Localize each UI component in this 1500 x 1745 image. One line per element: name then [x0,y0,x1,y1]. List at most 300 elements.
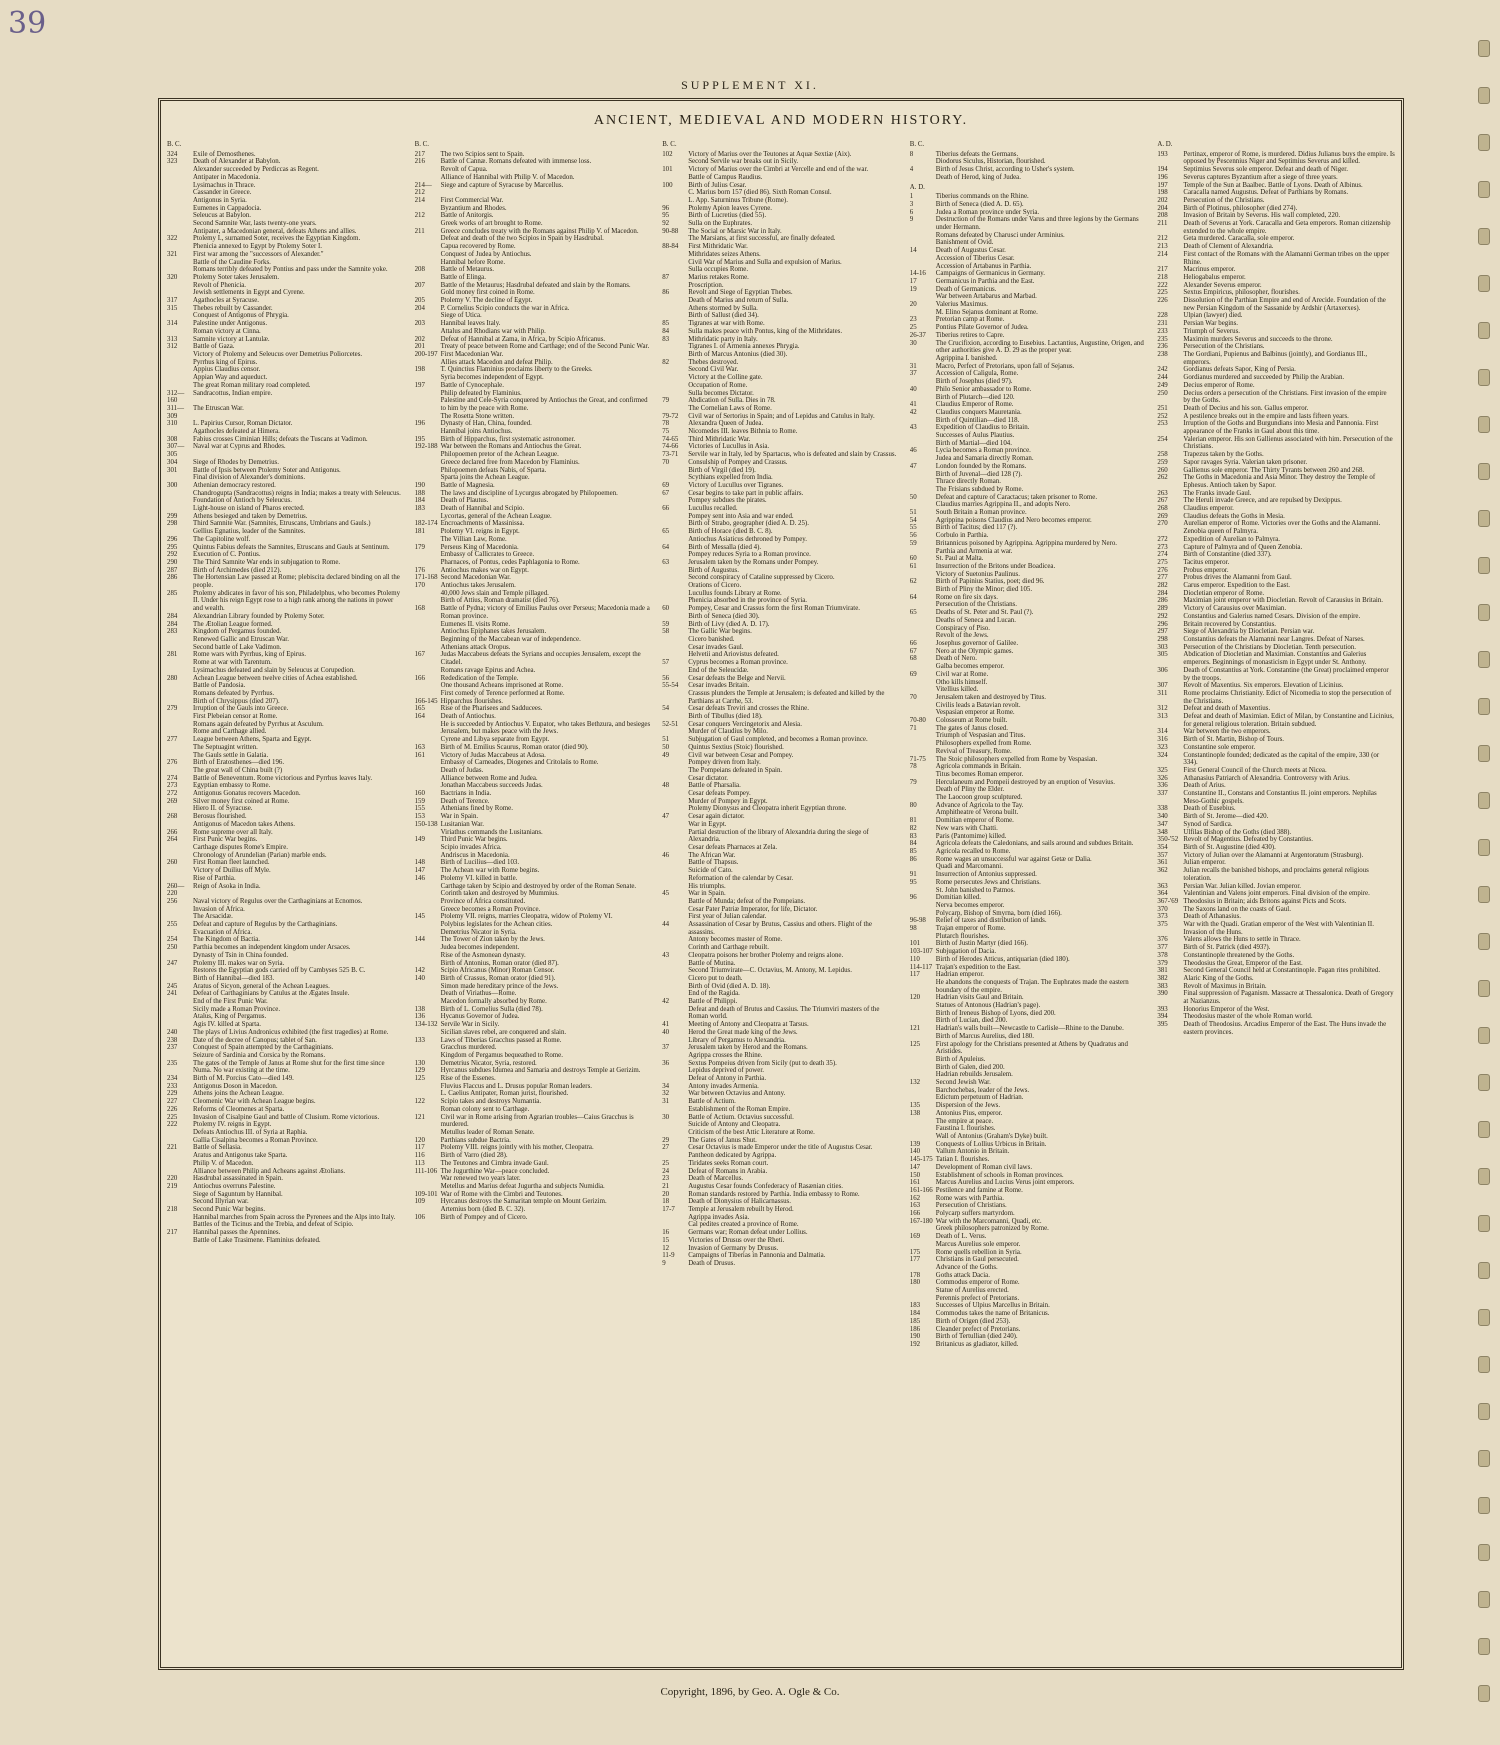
history-entry [910,1017,1148,1025]
history-entry [910,1179,1148,1187]
history-entry [415,921,653,929]
entry-text: The Laocoon group sculptured. [935,794,1023,802]
entry-date: 226 [167,1105,178,1113]
history-entry [910,887,1148,895]
history-entry [167,1152,405,1160]
entry-date: 66 [909,640,917,647]
entry-date: 67 [662,489,670,497]
history-entry [167,960,405,968]
entry-date: 55-54 [662,682,679,690]
entry-date [167,713,193,721]
entry-text: Josephus governor of Galilee. [935,640,1019,647]
entry-date [167,189,193,197]
entry-text: Sextus Empiricus, philosopher, flourishes. [1183,289,1300,297]
entry-date: 160 [414,790,425,798]
history-entry [167,1021,405,1029]
entry-date [167,166,193,174]
entry-date: 277 [167,736,178,744]
entry-text: Siege of Rhodes by Demetrius. [193,458,279,466]
entry-text: The Pompeians defeated in Spain. [688,766,783,774]
entry-date: 273 [1157,543,1168,551]
history-entry [662,752,900,760]
entry-date [415,1083,441,1091]
entry-text: Antiochus Asiaticus dethroned by Pompey. [688,535,807,543]
history-entry [415,967,653,975]
entry-text: Death of Hannibal and Scipio. [440,505,525,513]
binding-hole [1478,134,1490,151]
history-entry [415,1060,653,1068]
history-entry [662,544,900,552]
entry-text: Britain recovered by Constantius. [1183,620,1276,628]
page-number: 39 [8,6,47,41]
entry-date: 70-80 [909,717,926,725]
entry-date: 85 [909,847,917,855]
history-entry [1157,459,1395,467]
history-entry [167,536,405,544]
history-entry [167,744,405,752]
entry-date [167,682,193,690]
entry-text: L. Papirius Cursor, Roman Dictator. [193,420,293,428]
history-entry [415,467,653,475]
entry-date: 168 [414,605,425,613]
entry-text: Severus captures Byzantium after a siege of three years. [1183,173,1338,181]
entry-text: Agathocles at Syracuse. [193,297,260,305]
entry-text: Death of Plautus. [440,497,489,505]
entry-date [415,906,441,914]
history-entry [167,505,405,513]
entry-date: 234 [167,1075,178,1083]
history-entry [662,798,900,806]
entry-text: Battle of Pandosia. [193,682,246,690]
entry-text: Roman colony sent to Carthage. [440,1105,530,1113]
entry-text: The laws and discipline of Lycurgus abrogated by Philopoemen. [440,489,618,497]
entry-text: Philip V. of Macedon. [193,1159,254,1167]
entry-text: Quintus Sextius (Stoic) flourished. [688,743,784,751]
history-entry [662,621,900,629]
entry-text: First apology for the Christians presented at Athens by Quadratus and Aristides. [935,1040,1128,1056]
entry-text: Death of Arius. [1183,782,1226,790]
entry-text: Viriathus commands the Lusitanians. [440,828,543,836]
history-entry [415,351,653,359]
entry-text: Claudius emperor. [1183,505,1234,513]
history-entry [167,690,405,698]
entry-date [662,390,688,398]
entry-text: War renewed two years later. [440,1175,521,1183]
history-entry [662,998,900,1006]
binding-hole [1478,1638,1490,1655]
history-entry [662,659,900,667]
history-entry [1157,212,1395,220]
entry-text: St. John banished to Patmos. [935,886,1016,894]
entry-date: 235 [1157,335,1168,343]
era-heading: B. C. [167,141,182,148]
entry-date: 300 [167,481,178,489]
entry-text: First General Council of the Church meets at Nicea. [1183,766,1327,774]
history-entry [662,1260,900,1268]
entry-text: He is succeeded by Antiochus V. Eupator, who takes Bethzura, and besieges Jerusalem, but makes peace with the Jews. [440,720,651,736]
entry-date [910,158,936,166]
history-entry [910,817,1148,825]
history-entry [167,1237,405,1245]
binding-hole [1478,1591,1490,1608]
entry-date: 326 [1157,774,1168,782]
entry-text: Allies attack Macedon and defeat Philip. [440,358,553,366]
history-entry [167,867,405,875]
history-entry [910,1233,1148,1241]
history-entry [910,324,1148,332]
entry-text: Gellius Egnatius, leader of the Samnites. [193,528,306,536]
entry-text: Battle of Mutina. [688,959,736,967]
entry-text: Birth of Origen (died 253). [935,1317,1011,1325]
entry-date: 238 [1157,350,1168,358]
history-entry [910,994,1148,1002]
history-entry [415,898,653,906]
entry-date: 251 [1157,404,1168,412]
history-entry [1157,382,1395,390]
entry-date [910,440,936,448]
entry-date: 185 [909,1317,921,1325]
history-entry [662,1129,900,1137]
history-entry [910,417,1148,425]
entry-date: 12 [662,1244,670,1252]
entry-text: Cesar Octavius is made Emperor under the title of Augustus Cesar. [688,1144,873,1152]
entry-text: The Capitoline wolf. [193,535,251,543]
entry-date: 297 [1157,628,1168,636]
entry-date: 155 [414,805,425,813]
history-entry [415,736,653,744]
history-entry [167,952,405,960]
entry-text: One thousand Acheans imprisoned at Rome. [440,682,564,690]
history-entry [167,189,405,197]
history-entry [167,736,405,744]
entry-text: The Social or Marsic War in Italy. [688,227,782,235]
entry-text: Judea becomes independent. [440,944,520,952]
history-table-frame [158,98,1404,1670]
history-entry [415,359,653,367]
entry-text: Philo Senior ambassador to Rome. [935,385,1032,393]
history-entry [910,856,1148,864]
entry-text: Greek philosophers patronized by Rome. [935,1225,1049,1233]
entry-text: Kingdom of Pergamus founded. [193,628,282,636]
entry-text: Constantius and Galerius named Cesars. Division of the empire. [1183,612,1361,620]
entry-text: Birth of Plutarch—died 120. [935,393,1015,401]
entry-date [910,786,936,794]
history-entry [1157,312,1395,320]
entry-text: Accession of Artabanus in Parthia. [935,262,1032,270]
history-entry [1157,898,1395,906]
history-entry [167,1183,405,1191]
entry-date: 258 [1157,451,1168,459]
history-entry [662,690,900,705]
entry-date [167,282,193,290]
entry-date: 150 [909,1171,921,1179]
entry-date: 221 [167,1144,178,1152]
history-entry [910,239,1148,247]
entry-text: First Mithridatic War. [688,243,748,251]
entry-date [415,413,441,421]
entry-date: 233 [1157,327,1168,335]
history-entry [415,906,653,914]
history-entry [662,1021,900,1029]
entry-text: Titus becomes Roman emperor. [935,770,1024,778]
history-entry [910,1110,1148,1118]
entry-text: Ptolemy Dionysus and Cleopatra inherit Egyptian throne. [688,805,847,813]
history-entry [167,197,405,205]
entry-text: Deaths of Seneca and Lucan. [935,616,1016,624]
entry-date: 373 [1157,913,1168,921]
entry-date: 147 [909,1163,921,1171]
history-entry [167,1229,405,1237]
entry-text: Persecution of the Christians. [1183,343,1265,351]
history-entry [167,1106,405,1114]
entry-text: Antigonus of Macedon takes Athens. [193,820,296,828]
history-entry [662,336,900,344]
entry-date: 164 [414,713,425,721]
entry-text: Battle of Gaza. [193,343,235,351]
entry-date: 134-132 [414,1021,438,1029]
entry-date: 79 [909,778,917,786]
entry-text: Defeat and capture of Regulus by the Carthaginians. [193,921,338,929]
history-entry [910,786,1148,794]
history-entry [910,740,1148,748]
history-entry [1157,728,1395,736]
entry-text: Romans again defeated by Pyrrhus at Asculum. [193,720,324,728]
history-entry [910,948,1148,956]
entry-date: 262 [1157,474,1168,482]
history-entry [662,1037,900,1045]
entry-text: Triumph of Vespasian and Titus. [935,732,1026,740]
history-entry [1157,390,1395,405]
entry-text: Civil war of Sertorius in Spain; and of Lepidus and Catulus in Italy. [688,412,875,420]
history-entry [662,913,900,921]
entry-date: 354 [1157,843,1168,851]
history-entry [1157,505,1395,513]
entry-text: Pestilence and famine at Rome. [935,1186,1023,1194]
history-entry [415,158,653,166]
entry-date: 222 [167,1121,178,1129]
binding-hole [1478,369,1490,386]
entry-text: Siege of Alexandria by Diocletian. Persian war. [1183,628,1315,636]
history-entry [910,609,1148,617]
entry-text: Establishment of the Roman Empire. [688,1105,791,1113]
entry-date [415,736,441,744]
entry-date: 47 [662,813,670,821]
history-entry [662,567,900,575]
entry-date: 9 [909,216,914,224]
entry-text: Birth of Justin Martyr (died 166). [935,940,1029,948]
history-entry [415,682,653,690]
history-entry [415,559,653,567]
entry-text: The Frisians subdued by Rome. [935,485,1024,493]
entry-date: 85 [662,320,670,328]
entry-text: Syria becomes independent of Egypt. [440,374,544,382]
entry-text: Germanicus in Parthia and the East. [935,277,1035,285]
entry-text: Invasion of Africa. [193,905,245,913]
entry-text: Cesar defeats the Belge and Nervii. [688,674,786,682]
entry-date [662,883,688,891]
entry-date: 321 [167,250,178,258]
entry-text: Campaigns of Tiberias in Pannonia and Dalmatia. [688,1252,826,1260]
entry-date [662,613,688,621]
entry-date: 275 [1157,558,1168,566]
entry-date: 46 [662,851,670,859]
history-entry [415,713,653,721]
entry-date: 256 [167,897,178,905]
entry-text: Lysimachus defeated and slain by Seleucus at Corupedion. [193,666,355,674]
entry-text: Victory of Judas Maccabeus at Adosa. [440,751,546,759]
entry-date [415,1175,441,1183]
entry-date [910,586,936,594]
history-entry [415,343,653,351]
entry-date [662,1221,688,1229]
history-entry [662,312,900,320]
entry-text: Jerusalem taken by Herod and the Romans. [688,1044,808,1052]
history-entry [910,894,1148,902]
entry-date [662,967,688,975]
entry-text: Battle of Lake Trasimene. Flaminius defeated. [193,1236,321,1244]
entry-text: Battle of Actium. Octavius successful. [688,1113,794,1121]
entry-date: 367-'69 [1157,897,1179,905]
entry-text: The Gates of Janus Shut. [688,1136,757,1144]
history-entry [662,551,900,559]
entry-text: Tiberius retires to Capre. [935,331,1005,339]
entry-date [910,548,936,556]
history-entry [167,906,405,914]
entry-date [167,328,193,336]
entry-date: 138 [909,1109,921,1117]
entry-date [167,1168,193,1176]
entry-text: Probus drives the Alamanni from Gaul. [1183,574,1292,582]
entry-text: Cesar conquers Vercingetorix and Alesia. [688,720,802,728]
entry-text: Foundation of Antioch by Seleucus. [193,497,292,505]
entry-text: Invasion of Britain by Severus. His wall completed, 220. [1183,212,1341,220]
history-entry [1157,420,1395,435]
entry-text: Hannibal before Rome. [440,258,506,266]
entry-date [415,944,441,952]
entry-date [662,235,688,243]
entry-date: 348 [1157,828,1168,836]
entry-date [662,1121,688,1129]
entry-date: 307—305 [167,443,185,459]
history-entry [1157,952,1395,960]
entry-text: Artemius born (died B. C. 32). [440,1206,526,1214]
entry-text: The gates of the Temple of Janus at Rome shut for the first time since Numa. No war existing at the time. [193,1059,385,1075]
entry-date [662,158,688,166]
entry-date: 120 [909,994,921,1002]
entry-text: Naval victory of Regulus over the Carthaginians at Ecnomos. [193,897,363,905]
entry-date [910,663,936,671]
copyright-notice: Copyright, 1896, by Geo. A. Ogle & Co. [660,1686,840,1698]
entry-text: Parthians subdue Bactria. [440,1136,511,1144]
entry-text: Polycarp suffers martyrdom. [935,1210,1015,1218]
history-entry [415,520,653,528]
history-entry [1157,266,1395,274]
history-entry [415,913,653,921]
entry-text: Victories of Drusus over the Rheti. [688,1236,785,1244]
entry-date: 204 [414,304,425,312]
entry-text: Invasion of Cisalpine Gaul and battle of Clusium. Rome victorious. [193,1113,380,1121]
entry-date [167,289,193,297]
entry-date [662,597,688,605]
entry-text: Defeat of Hannibal at Zama, in Africa, by Scipio Africanus. [440,335,606,343]
entry-text: Death of Terence. [440,797,490,805]
history-entry [662,436,900,444]
entry-text: Gallienus sole emperor. The Thirty Tyrants between 260 and 268. [1183,466,1365,474]
history-entry [167,220,405,228]
entry-text: Persian War. Julian killed. Jovian emperor. [1183,882,1301,890]
entry-date: 98 [909,925,917,933]
entry-text: London founded by the Romans. [935,462,1027,470]
history-entry [910,840,1148,848]
entry-date: 41 [662,1021,670,1029]
entry-date: 161 [414,751,425,759]
entry-text: Birth of Livy (died A. D. 17). [688,620,770,628]
history-entry [910,1071,1148,1079]
history-entry [910,1041,1148,1056]
entry-date: 283 [167,628,178,636]
entry-date [910,809,936,817]
entry-date [662,867,688,875]
history-entry [662,859,900,867]
entry-text: Appius Claudius censor. [193,366,261,374]
entry-text: Ptolemy VIII. reigns jointly with his mother, Cleopatra. [440,1144,594,1152]
entry-date: 292 [167,551,178,559]
history-column [910,141,1148,1661]
history-entry [662,205,900,213]
history-entry [415,936,653,944]
history-entry [415,436,653,444]
entry-text: Sandracottus, Indian empire. [193,389,273,397]
entry-text: Valerius Maximus. [935,301,988,309]
entry-text: Antonius Pius, emperor. [935,1109,1003,1117]
entry-date [910,355,936,363]
history-entry [1157,767,1395,775]
entry-text: Defeat of Romans in Arabia. [688,1167,768,1175]
entry-date: 260 [167,859,178,867]
entry-date: 139 [909,1140,921,1148]
entry-date: 133 [414,1036,425,1044]
entry-text: Lucullus founds Library at Rome. [688,589,782,597]
history-entry [662,1114,900,1122]
entry-text: Death of Constantius at York. Constantine (the Great) proclaimed emperor by the troops. [1183,666,1389,682]
history-entry [662,1206,900,1214]
entry-text: Birth of L. Cornelius Sulla (died 78). [440,1005,543,1013]
history-entry [167,459,405,467]
entry-text: Birth of Ireneus Bishop of Lyons, died 200. [935,1009,1056,1017]
entry-text: Vitellius killed. [935,686,979,694]
entry-text: Occupation of Rome. [688,381,748,389]
history-entry [910,648,1148,656]
entry-text: The Jugurthine War—peace concluded. [440,1167,550,1175]
entry-date [415,667,441,675]
binding-hole [1478,1262,1490,1279]
entry-text: Civil war at Rome. [935,670,989,678]
entry-text: Ulfilas Bishop of the Goths (died 388). [1183,828,1292,836]
history-entry [415,1075,653,1083]
entry-date [167,1013,193,1021]
history-entry [910,316,1148,324]
entry-text: Revival of Treasury, Rome. [935,747,1012,755]
history-entry [415,528,653,536]
history-entry [167,443,405,458]
history-entry [167,266,405,274]
history-entry [1157,220,1395,235]
history-entry [662,736,900,744]
history-entry [415,690,653,698]
entry-date: 264 [167,836,178,844]
entry-text: Battle of Pharsalia. [688,782,741,790]
entry-text: Quintus Fabius defeats the Samnites, Etruscans and Gauls at Sentinum. [193,543,390,551]
